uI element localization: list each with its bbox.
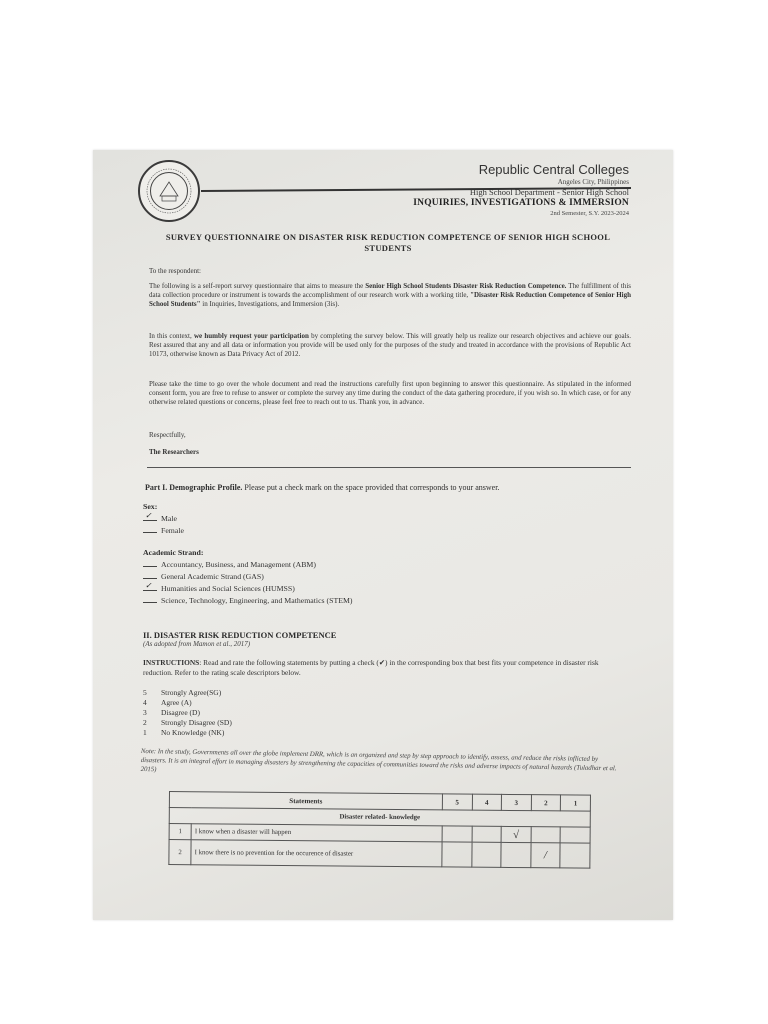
part1-heading-line <box>145 483 499 492</box>
part2-note: Note: In the study, Governments all over the globe implement DRR, which is an organized and step by step approach to identify, assess, and reduce the risks inflicted by disasters. It is an integral effort in managing disasters by strengthening the capacities of communities toward the risks and adverse impacts of natural hazards (Tuladhar et al. 2015) <box>140 747 617 774</box>
p2-text-c: by completing the survey below. This will greatly help us realize our research objectives and achieve our goals. Rest assured that any and all data or information you provide will be used only for the purposes of the study and treated in accordance with the provisions of Republic Act 10173, otherwise known as Data Privacy Act of 2012. <box>149 332 631 358</box>
course-title: INQUIRIES, INVESTIGATIONS & IMMERSION <box>413 198 629 208</box>
strand-option-humss[interactable] <box>143 581 295 593</box>
scale-number: 2 <box>143 718 147 727</box>
check-blank[interactable] <box>143 560 157 567</box>
rating-cell-3[interactable] <box>501 842 531 867</box>
semester: 2nd Semester, S.Y. 2023-2024 <box>550 210 629 217</box>
part1-heading: Part I. Demographic Profile. <box>145 483 243 492</box>
table-row <box>169 840 590 869</box>
rating-table <box>168 791 591 869</box>
request-paragraph <box>149 332 631 359</box>
p1-text-e: in Inquiries, Investigations, and Immersion (3is). <box>200 300 340 308</box>
college-name: Republic Central Colleges <box>478 162 629 177</box>
seal-inner-ring <box>150 172 188 210</box>
row-statement: I know there is no prevention for the occurence of disaster <box>191 840 442 867</box>
department: High School Department - Senior High School <box>469 187 629 197</box>
questionnaire-page <box>93 150 673 920</box>
sex-option-female[interactable] <box>143 526 184 535</box>
strand-option-gas[interactable] <box>143 572 264 581</box>
scale-label: Agree (A) <box>161 698 192 707</box>
rating-cell-5[interactable] <box>442 826 472 842</box>
rating-cell-2[interactable]: / <box>531 843 561 868</box>
scale-number: 3 <box>143 708 147 717</box>
part1-instruction: Please put a check mark on the space provided that corresponds to your answer. <box>242 483 500 492</box>
check-blank[interactable] <box>143 581 157 591</box>
rating-cell-1[interactable] <box>560 827 590 843</box>
sex-label: Sex: <box>143 502 158 511</box>
row-statement: I know when a disaster will happen <box>191 824 442 842</box>
option-label: Humanities and Social Sciences (HUMSS) <box>161 584 295 593</box>
row-number: 2 <box>169 840 191 865</box>
intro-paragraph <box>149 282 631 309</box>
rating-cell-1[interactable] <box>560 843 590 868</box>
scale-label: Strongly Agree(SG) <box>161 688 222 697</box>
col-1-header: 1 <box>561 795 591 811</box>
rating-cell-3[interactable]: √ <box>501 826 531 842</box>
scale-item-4 <box>143 698 192 707</box>
strand-option-abm[interactable] <box>143 560 316 569</box>
option-label: General Academic Strand (GAS) <box>161 572 264 581</box>
check-blank[interactable] <box>143 526 157 533</box>
college-city: Angeles City, Philippines <box>557 178 629 186</box>
rating-cell-4[interactable] <box>471 842 501 867</box>
category-label: Disaster related- knowledge <box>169 808 590 828</box>
p1-text-d: "Disaster Risk Reduction Competence of Senior High School Students" <box>149 291 631 308</box>
scale-number: 1 <box>143 728 147 737</box>
scale-item-5 <box>143 688 221 697</box>
col-2-header: 2 <box>531 795 561 811</box>
instructions-text: : Read and rate the following statements by putting a check (✔) in the corresponding box that best fits your competence in disaster risk reduction. Refer to the rating scale descriptors below. <box>143 658 599 677</box>
p1-text-c: The fulfillment of this data collection procedure or instrument is towards the accomplishment of our research work with a working title, <box>149 282 631 299</box>
rating-cell-2[interactable] <box>531 827 561 843</box>
p2-text-a: In this context, <box>149 332 194 340</box>
p2-text-b: we humbly request your participation <box>194 332 309 340</box>
scale-item-3 <box>143 708 200 717</box>
section-divider <box>147 467 631 468</box>
option-label: Male <box>161 514 178 523</box>
col-3-header: 3 <box>501 794 531 810</box>
check-blank[interactable] <box>143 572 157 579</box>
instructions-label: INSTRUCTIONS <box>143 658 200 667</box>
statements-header: Statements <box>169 792 442 810</box>
p1-text-a: The following is a self-report survey questionnaire that aims to measure the <box>149 282 366 290</box>
option-label: Science, Technology, Engineering, and Mathematics (STEM) <box>161 596 353 605</box>
rating-cell-4[interactable] <box>472 826 502 842</box>
salutation: To the respondent: <box>149 267 201 275</box>
scale-label: Disagree (D) <box>161 708 200 717</box>
part2-instructions <box>143 658 627 677</box>
survey-title: SURVEY QUESTIONNAIRE ON DISASTER RISK REDUCTION COMPETENCE OF SENIOR HIGH SCHOOL STUDENTS <box>165 232 611 253</box>
part2-source: (As adopted from Mamon et al., 2017) <box>143 640 251 648</box>
col-5-header: 5 <box>442 794 472 810</box>
check-mark-icon: ✓ <box>145 581 152 590</box>
check-blank[interactable] <box>143 596 157 603</box>
scale-item-2 <box>143 718 232 727</box>
strand-option-stem[interactable] <box>143 596 353 605</box>
col-4-header: 4 <box>472 794 502 810</box>
sex-option-male[interactable] <box>143 511 178 523</box>
check-blank[interactable] <box>143 511 157 521</box>
option-label: Female <box>161 526 184 535</box>
check-mark-icon: ✓ <box>145 511 152 520</box>
scale-item-1 <box>143 728 224 737</box>
scale-label: Strongly Disagree (SD) <box>161 718 232 727</box>
p1-text-b: Senior High School Students Disaster Risk Reduction Competence. <box>365 282 567 290</box>
college-seal-icon <box>138 160 200 222</box>
signature: The Researchers <box>149 448 199 456</box>
row-number: 1 <box>169 824 191 840</box>
instructions-paragraph: Please take the time to go over the whole document and read the instructions carefully first upon beginning to answer this questionnaire. As stipulated in the informed consent form, you are free to refuse to answer or complete the survey any time during the conduct of the data gathering procedure, if you wish so. In which case, or for any otherwise related questions or concerns, please feel free to reach out to us. Thank you, in advance. <box>149 380 631 406</box>
scale-number: 5 <box>143 688 147 697</box>
scale-label: No Knowledge (NK) <box>161 728 225 737</box>
option-label: Accountancy, Business, and Management (ABM) <box>161 560 316 569</box>
closing: Respectfully, <box>149 431 186 439</box>
strand-label: Academic Strand: <box>143 548 204 557</box>
part2-heading: II. DISASTER RISK REDUCTION COMPETENCE <box>143 630 337 640</box>
rating-cell-5[interactable] <box>442 842 472 867</box>
scale-number: 4 <box>143 698 147 707</box>
